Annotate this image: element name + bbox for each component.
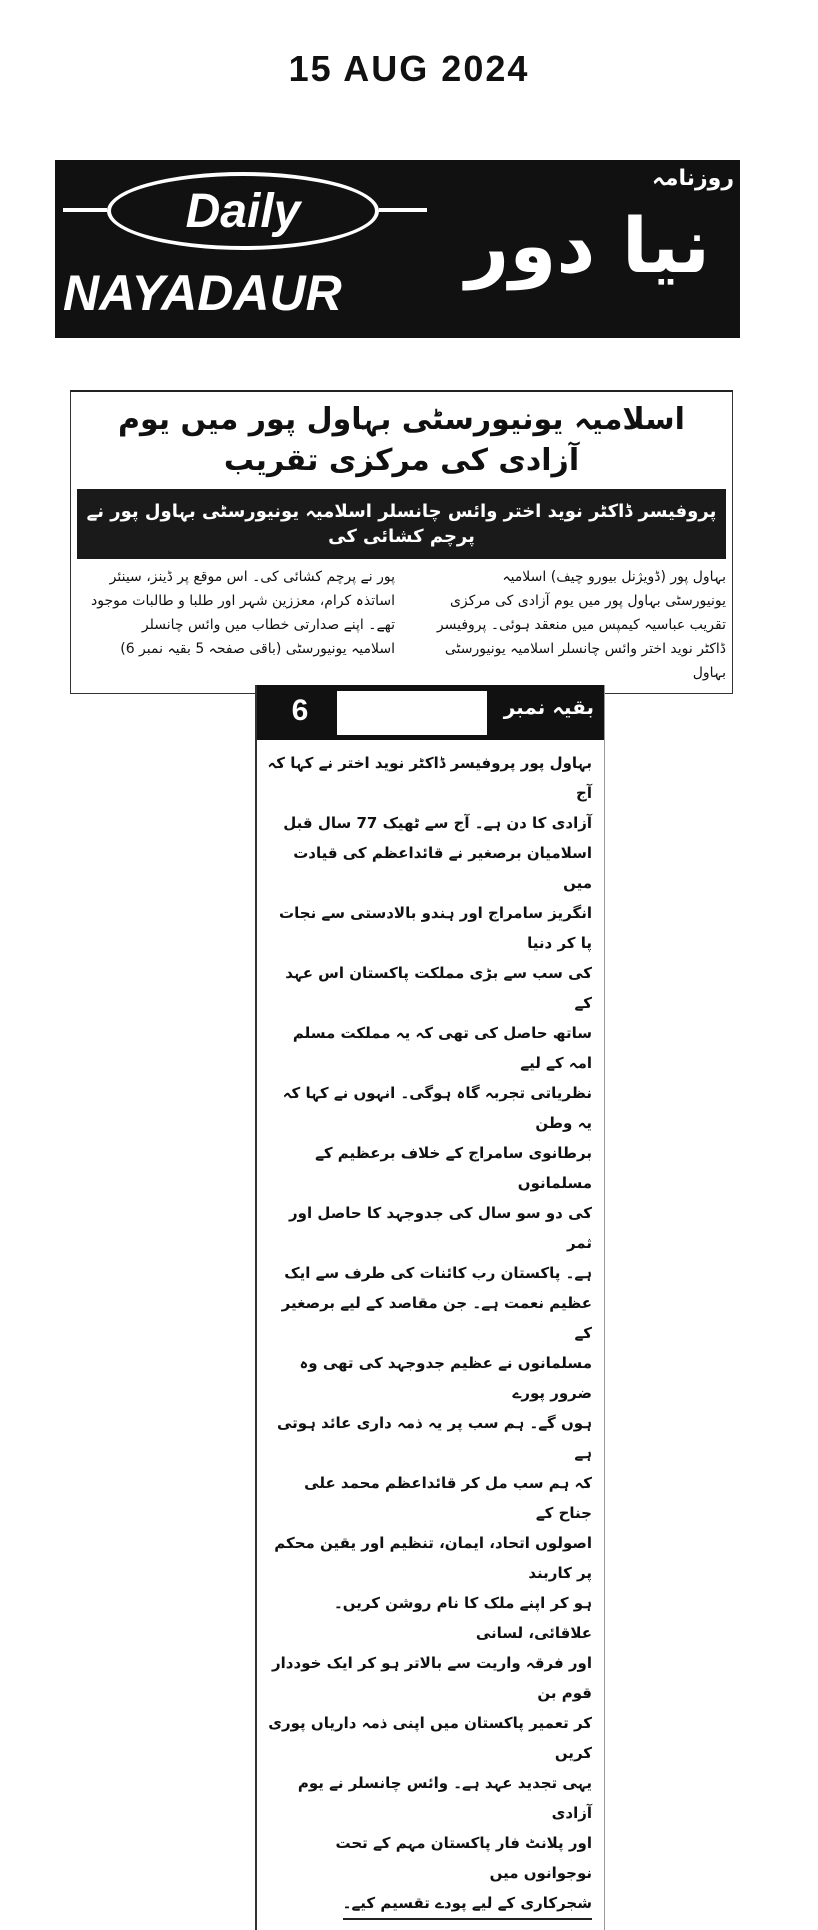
text-line: یہی تجدید عہد ہے۔ وائس چانسلر نے یوم آزادی <box>297 1774 592 1822</box>
continuation-section <box>255 685 605 1930</box>
text-line: کی دو سو سال کی جدوجہد کا حاصل اور ثمر <box>289 1204 592 1252</box>
text-line: اور پلانٹ فار پاکستان مہم کے تحت نوجوانوں میں <box>335 1834 592 1882</box>
text-line: یونیورسٹی بہاول پور میں یوم آزادی کی مرکزی <box>449 593 726 610</box>
text-line: ڈاکٹر نوید اختر وائس چانسلر اسلامیہ یونیورسٹی بہاول <box>444 641 726 682</box>
text-line: مسلمانوں نے عظیم جدوجہد کی تھی وہ ضرور پورے <box>299 1354 592 1402</box>
clipping-date: 15 AUG 2024 <box>288 48 530 89</box>
text-line: کی سب سے بڑی مملکت پاکستان اس عہد کے <box>285 964 592 1012</box>
masthead-daily: Daily <box>185 184 301 238</box>
continuation-header <box>257 685 604 740</box>
text-line: اسلامیہ یونیورسٹی (باقی صفحہ 5 بقیہ نمبر 6) <box>120 641 395 658</box>
text-line: شجرکاری کے لیے پودے تقسیم کیے۔ <box>343 1888 592 1920</box>
text-line: بہاول پور پروفیسر ڈاکٹر نوید اختر نے کہا کہ آج <box>267 754 592 802</box>
text-line: کہ ہم سب مل کر قائداعظم محمد علی جناح کے <box>304 1474 592 1522</box>
masthead-name-english: NAYADAUR <box>63 265 342 321</box>
text-line: انگریز سامراج اور ہندو بالادستی سے نجات پا کر دنیا <box>279 904 592 952</box>
text-line: ساتھ حاصل کی تھی کہ یہ مملکت مسلم امہ کے لیے <box>292 1024 592 1072</box>
header-blank <box>337 691 487 735</box>
newspaper-masthead <box>55 160 740 338</box>
story-column-right <box>408 565 726 685</box>
text-line: اساتذہ کرام، معززین شہر اور طلبا و طالبات موجود <box>91 593 395 610</box>
text-line: اور فرقہ واریت سے بالاتر ہو کر ایک خوددار قوم بن <box>272 1654 592 1702</box>
masthead-roznama: روزنامہ <box>651 166 734 191</box>
masthead-rule-left <box>63 208 107 212</box>
continuation-label: بقیہ نمبر <box>503 695 594 719</box>
story-columns <box>77 565 726 685</box>
story-column-left <box>77 565 395 685</box>
story-subheadline: پروفیسر ڈاکٹر نوید اختر وائس چانسلر اسلامیہ یونیورسٹی بہاول پور نے پرچم کشائی کی <box>77 489 726 559</box>
text-line: اسلامیان برصغیر نے قائداعظم کی قیادت میں <box>293 844 592 892</box>
text-line: پور نے پرچم کشائی کی۔ اس موقع پر ڈینز، سینئر <box>109 569 395 586</box>
text-line: ہے۔ پاکستان رب کائنات کی طرف سے ایک <box>284 1264 592 1282</box>
news-story <box>70 390 733 694</box>
text-line: برطانوی سامراج کے خلاف برعظیم کے مسلمانوں <box>315 1144 592 1192</box>
text-line: آزادی کا دن ہے۔ آج سے ٹھیک 77 سال قبل <box>283 814 592 832</box>
text-line: کر تعمیر پاکستان میں اپنی ذمہ داریاں پوری کریں <box>268 1714 592 1762</box>
story-headline: اسلامیہ یونیورسٹی بہاول پور میں یوم آزادی کی مرکزی تقریب <box>118 402 685 478</box>
continuation-body <box>257 740 604 1930</box>
text-line: تقریب عباسیہ کیمپس میں منعقد ہوئی۔ پروفیسر <box>436 617 726 634</box>
daily-oval-logo <box>107 172 379 250</box>
masthead-rule-right <box>379 208 427 212</box>
text-line: ہوں گے۔ ہم سب پر یہ ذمہ داری عائد ہوتی ہے <box>276 1414 592 1462</box>
text-line: اصولوں اتحاد، ایمان، تنظیم اور یقین محکم پر کاربند <box>274 1534 592 1582</box>
masthead-name-urdu: نیا دور <box>465 201 710 290</box>
continuation-number: 6 <box>291 694 309 727</box>
text-line: بہاول پور (ڈویژنل بیورو چیف) اسلامیہ <box>502 569 726 586</box>
text-line: ہو کر اپنے ملک کا نام روشن کریں۔ علاقائی، لسانی <box>333 1594 592 1642</box>
text-line: عظیم نعمت ہے۔ جن مقاصد کے لیے برصغیر کے <box>281 1294 592 1342</box>
text-line: نظریاتی تجربہ گاہ ہوگی۔ انہوں نے کہا کہ یہ وطن <box>282 1084 592 1132</box>
text-line: تھے۔ اپنے صدارتی خطاب میں وائس چانسلر <box>141 617 395 634</box>
